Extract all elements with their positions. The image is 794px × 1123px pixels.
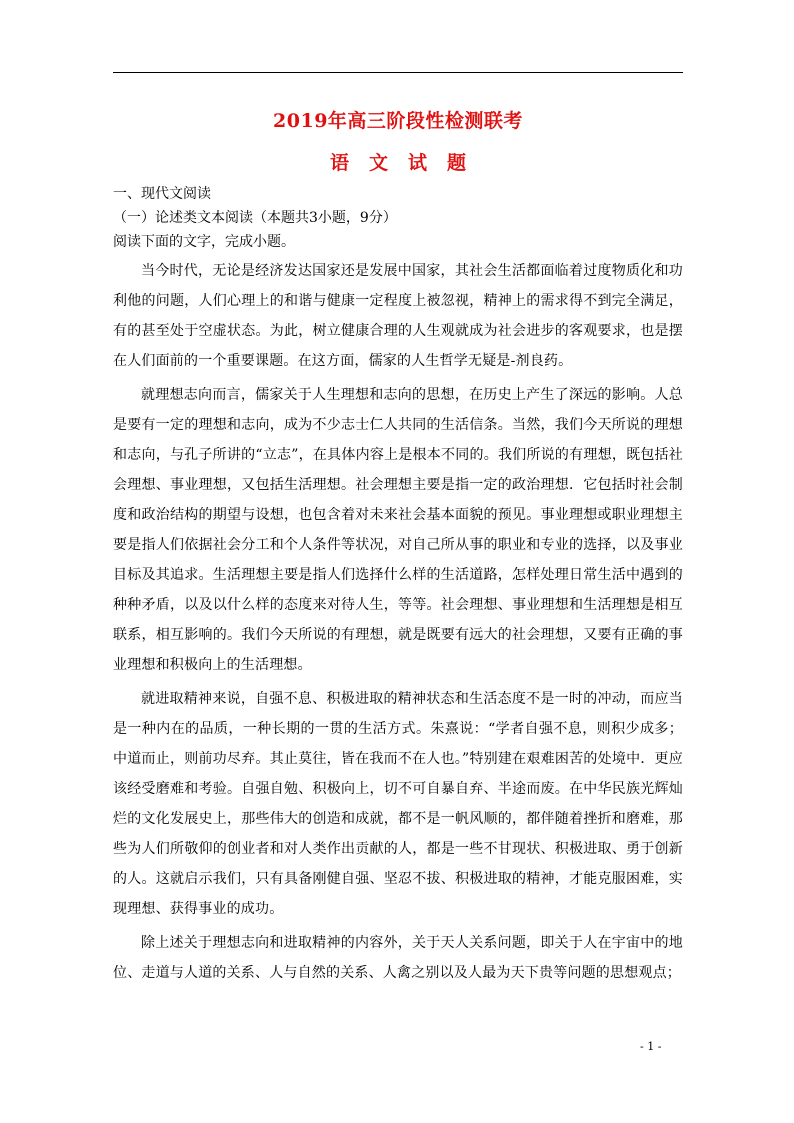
section-heading: 一、现代文阅读 [113,186,211,202]
header-rule [113,72,683,73]
reading-instruction: 阅读下面的文字，完成小题。 [113,234,295,250]
passage-paragraph-4: 除上述关于理想志向和进取精神的内容外，关于天人关系问题，即关于人在宇宙中的地位、走道与人道的关系、人与自然的关系、人禽之别以及人最为天下贵等问题的思想观点； [113,935,683,981]
passage [113,256,683,988]
passage-paragraph-2: 就理想志向而言，儒家关于人生理想和志向的思想，在历史上产生了深远的影响。人总是要有一定的理想和志向，成为不少志士仁人共同的生活信条。当然，我们今天所说的理想和志向，与孔子所讲的“立志”，在具体内容上是根本不同的。我们所说的有理想，既包括社会理想、事业理想，又包括生活理想。社会理想主要是指一定的政治理想．它包括时社会制度和政治结构的期望与设想，也包含着对未来社会基本面貌的预见。事业理想或职业理想主要是指人们依据社会分工和个人条件等状况，对自己所从事的职业和专业的选择，以及事业目标及其追求。生活理想主要是指人们选择什么样的生活道路，怎样处理日常生活中遇到的种种矛盾，以及以什么样的态度来对待人生，等等。社会理想、事业理想和生活理想是相互联系，相互影响的。我们今天所说的有理想，就是既要有远大的社会理想，又要有正确的事业理想和积极向上的生活理想。 [113,387,683,673]
exam-subtitle: 语文试题 [329,152,486,174]
passage-paragraph-3: 就进取精神来说，自强不息、积极进取的精神状态和生活态度不是一时的冲动，而应当是一种内在的品质，一种长期的一贯的生活方式。朱熹说：“学者自强不息，则积少成多；中道而止，则前功尽弃。其止莫往，皆在我而不在人也。”特别建在艰难困苦的处境中．更应该经受磨难和考验。自强自勉、积极向上，切不可自暴自弃、半途而废。在中华民族光辉灿烂的文化发展史上，那些伟大的创造和成就，都不是一帆风顺的，都伴随着挫折和磨难，那些为人们所敬仰的创业者和对人类作出贡献的人，都是一些不甘现状、积极进取、勇于创新的人。这就启示我们，只有具备刚健自强、坚忍不拔、积极进取的精神，才能克服困难，实现理想、获得事业的成功。 [113,691,683,917]
document-body [113,182,683,988]
page-number: - 1 - [640,1040,662,1053]
section-subheading: （一）论述类文本阅读（本题共3小题，9分） [113,210,397,226]
passage-paragraph-1: 当今时代，无论是经济发达国家还是发展中国家，其社会生活都面临着过度物质化和功利他的问题，人们心理上的和谐与健康一定程度上被忽视，精神上的需求得不到完全满足，有的甚至处于空虚状态。为此，树立健康合理的人生观就成为社会进步的客观要求，也是摆在人们面前的一个重要课题。在这方面，儒家的人生哲学无疑是-剂良药。 [113,263,683,369]
exam-title: 2019年高三阶段性检测联考 [273,110,523,132]
